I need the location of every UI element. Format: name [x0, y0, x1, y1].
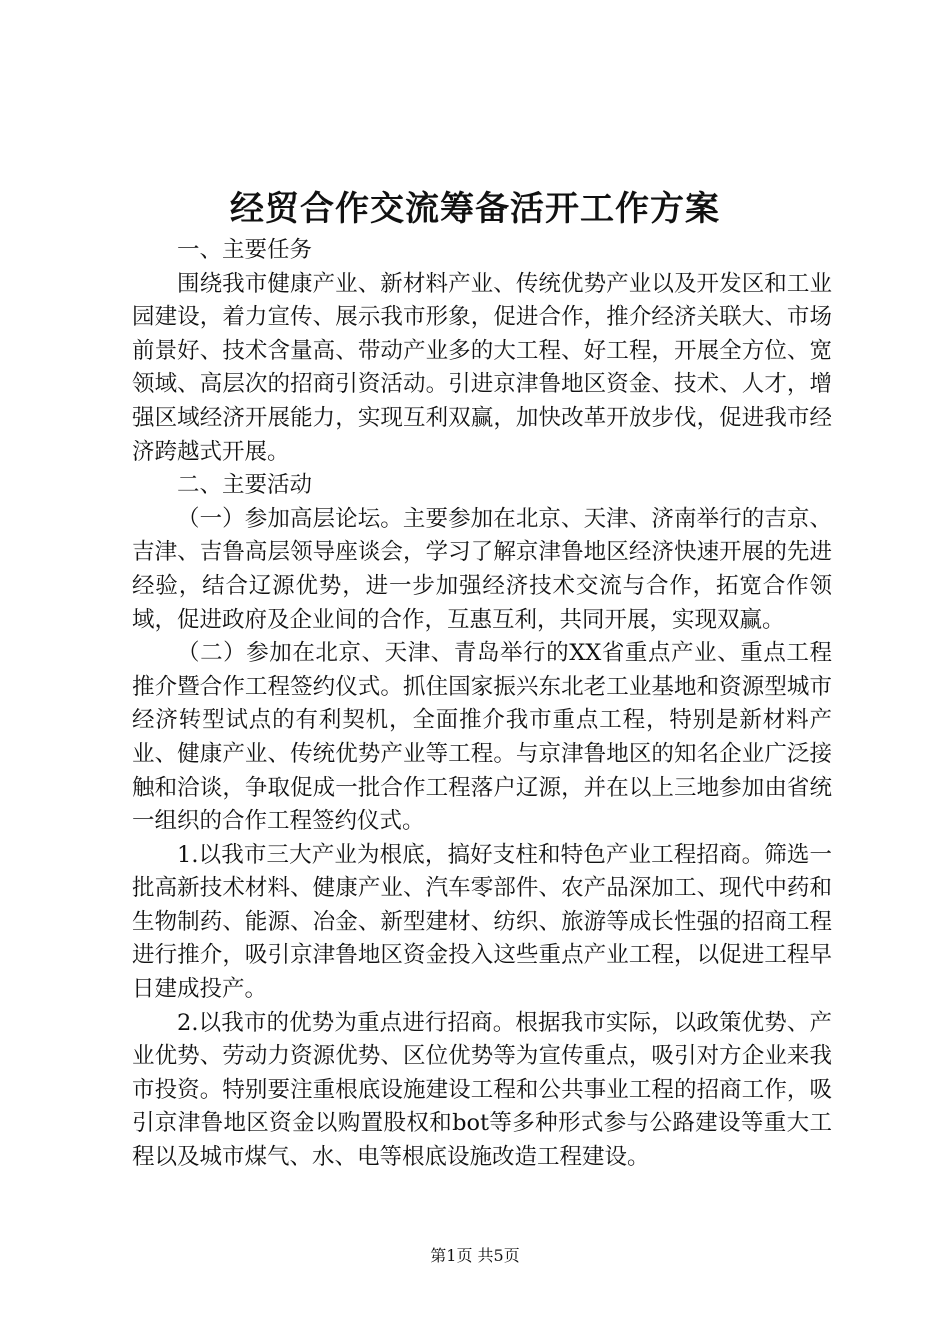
paragraph-item-2: 2.以我市的优势为重点进行招商。根据我市实际，以政策优势、产业优势、劳动力资源优势、区位优势等为宣传重点，吸引对方企业来我市投资。特别要注重根底设施建设工程和公共事业工程的招商工作，吸引京津鲁地区资金以购置股权和bot等多种形式参与公路建设等重大工程以及城市煤气、水、电等根底设施改造工程建设。 [132, 1009, 832, 1171]
page-indicator: 第1页 共5页 [430, 1246, 520, 1265]
document-title: 经贸合作交流筹备活开工作方案 [230, 189, 720, 229]
paragraph-item-1: 1.以我市三大产业为根底，搞好支柱和特色产业工程招商。筛选一批高新技术材料、健康产业、汽车零部件、农产品深加工、现代中药和生物制药、能源、冶金、新型建材、纺织、旅游等成长性强的招商工程进行推介，吸引京津鲁地区资金投入这些重点产业工程，以促进工程早日建成投产。 [132, 841, 832, 1003]
paragraph-main-tasks: 围绕我市健康产业、新材料产业、传统优势产业以及开发区和工业园建设，着力宣传、展示我市形象，促进合作，推介经济关联大、市场前景好、技术含量高、带动产业多的大工程、好工程，开展全方位、宽领域、高层次的招商引资活动。引进京津鲁地区资金、技术、人才，增强区域经济开展能力，实现互利双赢，加快改革开放步伐，促进我市经济跨越式开展。 [132, 270, 832, 465]
paragraph-activity-2: （二）参加在北京、天津、青岛举行的XX省重点产业、重点工程推介暨合作工程签约仪式。抓住国家振兴东北老工业基地和资源型城市经济转型试点的有利契机，全面推介我市重点工程，特别是新材料产业、健康产业、传统优势产业等工程。与京津鲁地区的知名企业广泛接触和洽谈，争取促成一批合作工程落户辽源，并在以上三地参加由省统一组织的合作工程签约仪式。 [132, 640, 832, 835]
document-body [132, 234, 832, 1175]
section-heading-main-tasks: 一、主要任务 [177, 237, 313, 263]
paragraph-activity-1: （一）参加高层论坛。主要参加在北京、天津、济南举行的吉京、吉津、吉鲁高层领导座谈会，学习了解京津鲁地区经济快速开展的先进经验，结合辽源优势，进一步加强经济技术交流与合作，拓宽合作领域，促进政府及企业间的合作，互惠互利，共同开展，实现双赢。 [132, 505, 832, 633]
section-heading-main-activities: 二、主要活动 [177, 472, 313, 499]
